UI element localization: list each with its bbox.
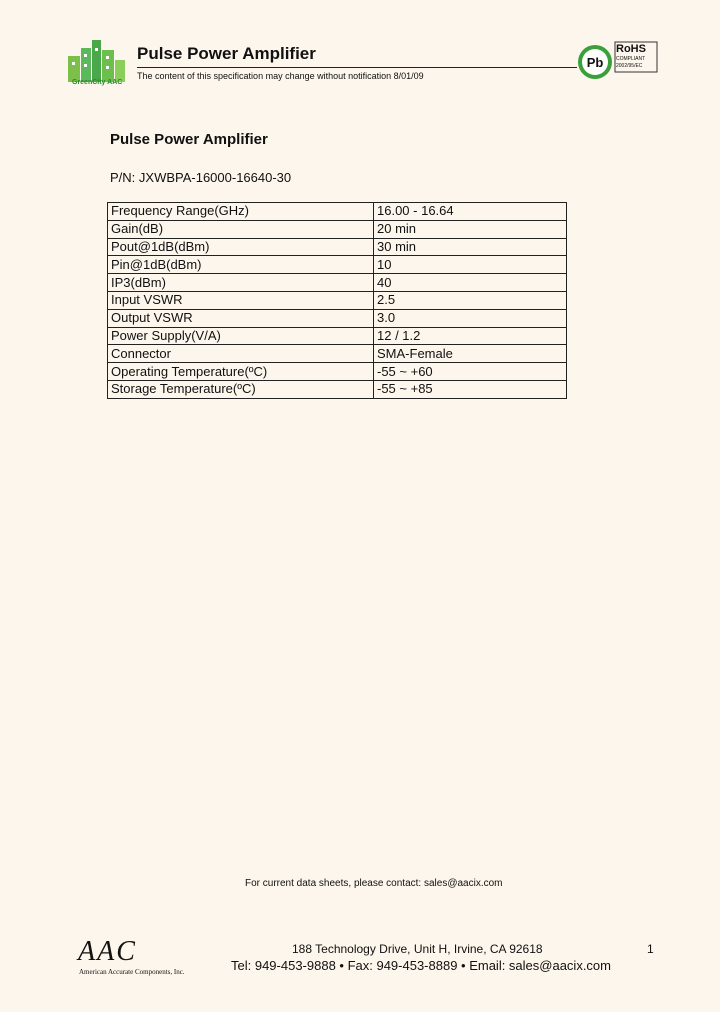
aac-logo: AAC bbox=[78, 936, 137, 967]
document-title: Pulse Power Amplifier bbox=[110, 131, 268, 148]
table-row bbox=[108, 256, 567, 274]
spec-value: 12 / 1.2 bbox=[374, 327, 567, 345]
header-title: Pulse Power Amplifier bbox=[137, 44, 316, 63]
company-address: 188 Technology Drive, Unit H, Irvine, CA 92618 bbox=[292, 942, 543, 956]
spec-value: 20 min bbox=[374, 220, 567, 238]
rohs-compliant: COMPLIANT bbox=[616, 56, 646, 62]
page-number: 1 bbox=[647, 942, 654, 956]
spec-parameter: Power Supply(V/A) bbox=[108, 327, 374, 345]
spec-value: 2.5 bbox=[374, 291, 567, 309]
contact-phones: Tel: 949-453-9888 • Fax: 949-453-8889 • Email: sales@aacix.com bbox=[231, 958, 611, 973]
table-row bbox=[108, 363, 567, 381]
spec-value: -55 ~ +60 bbox=[374, 363, 567, 381]
spec-value: 40 bbox=[374, 274, 567, 292]
table-row bbox=[108, 203, 567, 221]
table-row bbox=[108, 291, 567, 309]
table-row bbox=[108, 220, 567, 238]
spec-parameter: Pout@1dB(dBm) bbox=[108, 238, 374, 256]
rohs-directive: 2002/95/EC bbox=[616, 63, 643, 69]
spec-value: 3.0 bbox=[374, 309, 567, 327]
spec-table-body bbox=[108, 203, 567, 399]
spec-parameter: Connector bbox=[108, 345, 374, 363]
spec-parameter: Pin@1dB(dBm) bbox=[108, 256, 374, 274]
rohs-label: RoHS bbox=[616, 43, 646, 55]
table-row bbox=[108, 309, 567, 327]
spec-value: 16.00 - 16.64 bbox=[374, 203, 567, 221]
header-notice: The content of this specification may change without notification 8/01/09 bbox=[137, 71, 424, 81]
spec-parameter: Frequency Range(GHz) bbox=[108, 203, 374, 221]
table-row bbox=[108, 327, 567, 345]
table-row bbox=[108, 274, 567, 292]
company-name: American Accurate Components, Inc. bbox=[79, 968, 185, 976]
pb-text: Pb bbox=[586, 55, 604, 70]
spec-value: SMA-Female bbox=[374, 345, 567, 363]
table-row bbox=[108, 238, 567, 256]
spec-parameter: Gain(dB) bbox=[108, 220, 374, 238]
logo-text: GreenCity AAC bbox=[72, 79, 123, 86]
part-number: P/N: JXWBPA-16000-16640-30 bbox=[110, 170, 292, 185]
spec-parameter: Input VSWR bbox=[108, 291, 374, 309]
table-row bbox=[108, 345, 567, 363]
spec-parameter: Operating Temperature(ºC) bbox=[108, 363, 374, 381]
header-rule bbox=[137, 67, 577, 68]
table-row bbox=[108, 380, 567, 398]
contact-line: For current data sheets, please contact: sales@aacix.com bbox=[245, 878, 503, 889]
spec-parameter: Output VSWR bbox=[108, 309, 374, 327]
spec-value: 10 bbox=[374, 256, 567, 274]
spec-parameter: Storage Temperature(ºC) bbox=[108, 380, 374, 398]
spec-value: -55 ~ +85 bbox=[374, 380, 567, 398]
spec-table bbox=[107, 202, 567, 399]
spec-value: 30 min bbox=[374, 238, 567, 256]
spec-parameter: IP3(dBm) bbox=[108, 274, 374, 292]
